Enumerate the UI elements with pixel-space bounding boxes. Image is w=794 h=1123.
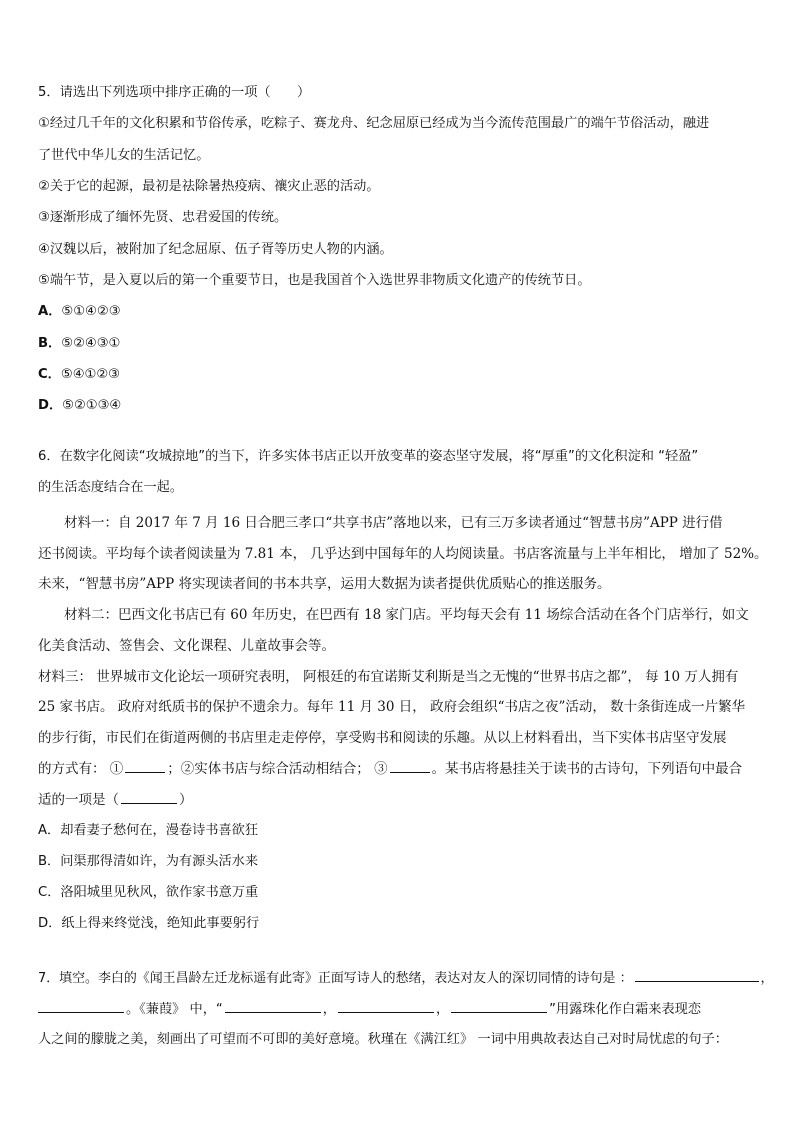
answer-blank[interactable]: [121, 791, 177, 804]
q7-blank-4[interactable]: [338, 1000, 434, 1013]
q6-stem: 6．在数字化阅读“攻城掠地”的当下，许多实体书店正以开放变革的姿态坚守发展，将“厚重”的文化积淀和 “轻盈”: [38, 449, 699, 464]
q6-material-1-cont2: 未来，“智慧书房”APP 将实现读者间的书本共享，运用大数据为读者提供优质贴心的推送服务。: [38, 576, 611, 592]
q5-option-c: C．⑤④①②③: [38, 367, 120, 382]
q7-blank-3[interactable]: [225, 1000, 321, 1013]
q6-material-3-cont2: 的步行街，市民们在街道两侧的书店里走走停停，享受购书和阅读的乐趣。从以上材料看出，当下实体书店坚守发展: [38, 730, 727, 746]
q7-line-2: 。《蒹葭》 中，“ ， ， ”用露珠化作白霜来表现恋: [38, 1000, 701, 1019]
q5-item-4: ④汉魏以后，被附加了纪念屈原、伍子胥等历史人物的内涵。: [38, 242, 393, 257]
q5-item-1-cont: 了世代中华儿女的生活记忆。: [38, 148, 210, 163]
q7-blank-5[interactable]: [451, 1000, 547, 1013]
q6-material-1: 材料一：自 2017 年 7 月 16 日合肥三孝口“共享书店”落地以来，已有三万多读者通过“智慧书房”APP 进行借: [64, 515, 723, 531]
q6-material-3: 材料三： 世界城市文化论坛一项研究表明， 阿根廷的布宜诺斯艾利斯是当之无愧的“世界书店之都”， 每 10 万人拥有: [38, 669, 739, 685]
q6-option-c: C．洛阳城里见秋风，欲作家书意万重: [38, 885, 259, 900]
q6-stem-cont: 的生活态度结合在一起。: [38, 480, 184, 495]
q6-option-a: A．却看妻子愁何在，漫卷诗书喜欲狂: [38, 823, 259, 838]
q5-item-1: ①经过几千年的文化积累和节俗传承，吃粽子、赛龙舟、纪念屈原已经成为当今流传范围最广的端午节俗活动，融进: [38, 116, 710, 131]
q6-option-b: B．问渠那得清如许，为有源头活水来: [38, 854, 259, 869]
q5-item-3: ③逐渐形成了缅怀先贤、忠君爱国的传统。: [38, 210, 288, 225]
q6-question: 适的一项是（ ）: [38, 792, 193, 808]
q6-option-d: D．纸上得来终觉浅，绝知此事要躬行: [38, 916, 260, 931]
q5-item-5: ⑤端午节，是入夏以后的第一个重要节日，也是我国首个入选世界非物质文化遗产的传统节日。: [38, 273, 591, 288]
q7-line-3: 人之间的朦胧之美，刻画出了可望而不可即的美好意境。秋瑾在《满江红》 一词中用典故表达自己对时局忧虑的句子：: [38, 1032, 728, 1047]
q7-blank-1[interactable]: [635, 969, 759, 982]
q6-material-3-cont3: 的方式有： ① ；②实体书店与综合活动相结合； ③ 。某书店将悬挂关于读书的古诗句，下列语句中最合: [38, 761, 743, 777]
q6-material-3-cont1: 25 家书店。 政府对纸质书的保护不遗余力。每年 11 月 30 日， 政府会组织“书店之夜”活动， 数十条街连成一片繁华: [38, 699, 746, 715]
q7-blank-2[interactable]: [38, 1000, 124, 1013]
q6-material-2: 材料二：巴西文化书店已有 60 年历史，在巴西有 18 家门店。平均每天会有 11 场综合活动在各个门店举行，如文: [64, 607, 749, 623]
q6-material-2-cont: 化美食活动、签售会、文化课程、儿童故事会等。: [38, 638, 335, 654]
q5-option-a: A．⑤①④②③: [38, 304, 121, 319]
blank-3[interactable]: [390, 760, 430, 773]
q7-line-1: 7．填空。李白的《闻王昌龄左迁龙标遥有此寄》正面写诗人的愁绪，表达对友人的深切同情的诗句是 ： ，: [38, 971, 774, 986]
q5-item-2: ②关于它的起源，最初是祛除暑热疫病、禳灾止恶的活动。: [38, 179, 380, 194]
q5-option-b: B．⑤②④③①: [38, 336, 121, 351]
q6-material-1-cont1: 还书阅读。平均每个读者阅读量为 7.81 本， 几乎达到中国每年的人均阅读量。书店客流量与上半年相比， 增加了 52%。: [38, 546, 768, 562]
q5-stem: 5．请选出下列选项中排序正确的一项（ ）: [38, 85, 311, 100]
q5-option-d: D．⑤②①③④: [38, 398, 122, 413]
blank-1[interactable]: [125, 760, 165, 773]
